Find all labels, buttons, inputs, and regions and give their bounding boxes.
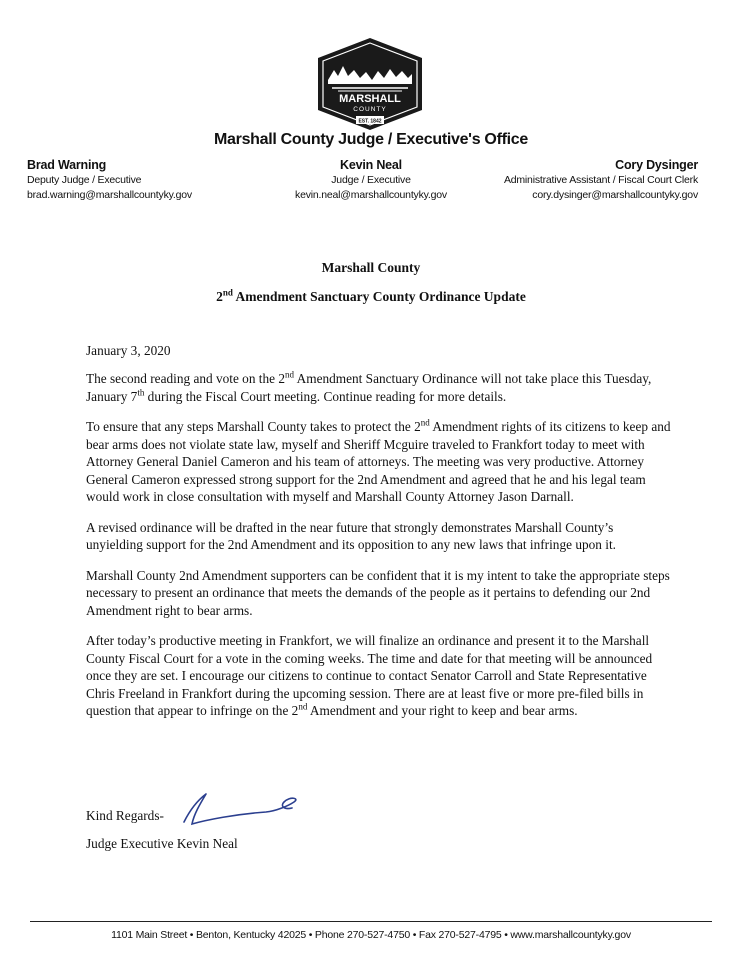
superscript: nd — [285, 369, 295, 380]
paragraph-5 — [86, 632, 671, 720]
staff-name: Cory Dysinger — [615, 158, 698, 172]
heading-sup: nd — [222, 287, 233, 298]
letter-date: January 3, 2020 — [86, 343, 171, 358]
superscript: nd — [420, 417, 430, 428]
text-run: The second reading and vote on the 2 — [86, 371, 286, 386]
paragraph-2 — [86, 418, 671, 506]
staff-email: cory.dysinger@marshallcountyky.gov — [532, 189, 698, 201]
letter-body — [86, 370, 671, 733]
paragraph-3: A revised ordinance will be drafted in the near future that strongly demonstrates Marshall County’s unyielding support for the 2nd Amendment and its opposition to any new laws that infringe upon it. — [86, 519, 616, 552]
paragraph-4: Marshall County 2nd Amendment supporters can be confident that it is my intent to take the appropriate steps necessary to present an ordinance that meets the demands of the people as it pertains to defending our 2nd Amendment right to bear arms. — [86, 567, 670, 618]
footer-divider — [30, 921, 712, 922]
text-run: Amendment and your right to keep and bear arms. — [307, 703, 578, 718]
staff-block-clerk — [504, 158, 698, 203]
paragraph-1 — [86, 370, 671, 405]
staff-name: Brad Warning — [27, 158, 107, 172]
county-seal-logo — [310, 36, 430, 132]
logo-text-county: COUNTY — [353, 106, 387, 113]
text-run: Amendment rights of its citizens to keep and bear arms does not violate state law, myself and Sheriff Mcguire traveled to Frankfort today to meet with Attorney General Daniel Cameron and his team of attorneys. The meeting was very productive. Attorney General Cameron expressed strong support for the 2nd Amendment and agreed that he and his legal team would work in close consultation with myself and Marshall County Attorney Jason Darnall. — [86, 419, 671, 504]
text-run: After today’s productive meeting in Frankfort, we will finalize an ordinance and present it to the Marshall County Fiscal Court for a vote in the coming weeks. The time and date for that meeting will be announced once they are set. I encourage our citizens to continue to contact Senator Carroll and State Representative Chris Freeland in Frankfort during the upcoming session. There are at least five or more pre-filed bills in question that appear to infringe on the 2 — [86, 633, 653, 718]
logo-text-marshall: MARSHALL — [339, 93, 401, 105]
staff-email: kevin.neal@marshallcountyky.gov — [295, 189, 447, 201]
text-run: To ensure that any steps Marshall County takes to protect the 2 — [86, 419, 421, 434]
signer-name: Judge Executive Kevin Neal — [86, 836, 238, 851]
staff-block-deputy — [27, 158, 192, 203]
staff-email: brad.warning@marshallcountyky.gov — [27, 189, 192, 201]
document-heading-county: Marshall County — [321, 260, 421, 275]
text-run: Amendment Sanctuary Ordinance will not take place this Tuesday, January 7 — [86, 371, 652, 404]
superscript: nd — [298, 701, 308, 712]
logo-text-est: EST. 1842 — [358, 118, 382, 125]
heading-num: 2 — [216, 289, 223, 304]
staff-role: Deputy Judge / Executive — [27, 174, 142, 186]
staff-block-judge — [271, 158, 471, 203]
closing-text: Kind Regards- — [86, 808, 164, 823]
heading-rest: Amendment Sanctuary County Ordinance Update — [232, 289, 526, 304]
text-run: during the Fiscal Court meeting. Continue reading for more details. — [144, 388, 507, 404]
staff-name: Kevin Neal — [340, 158, 402, 172]
staff-role: Judge / Executive — [331, 174, 411, 186]
office-title: Marshall County Judge / Executive's Office — [214, 131, 528, 148]
document-heading-title — [0, 289, 742, 305]
footer-address: 1101 Main Street • Benton, Kentucky 42025 • Phone 270-527-4750 • Fax 270-527-4795 • www.marshallcountyky.gov — [111, 929, 631, 941]
superscript: th — [137, 387, 145, 398]
signature-image — [176, 790, 306, 830]
staff-role: Administrative Assistant / Fiscal Court Clerk — [503, 174, 698, 186]
